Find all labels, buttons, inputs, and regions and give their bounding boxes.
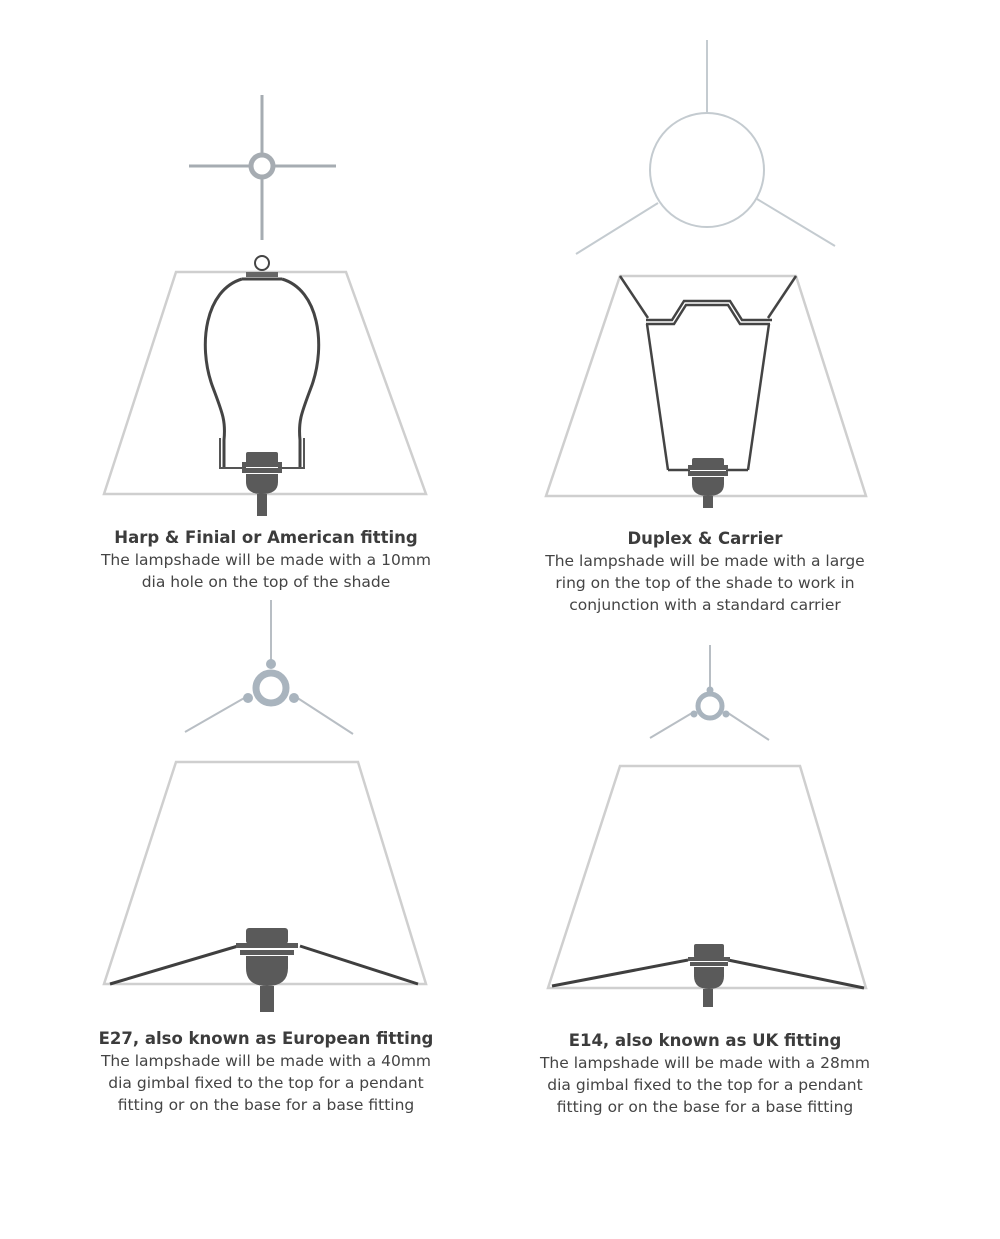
fitting-description-line: dia gimbal fixed to the top for a pendant: [108, 1074, 424, 1092]
e14-diagram: [548, 645, 866, 1007]
finial-knob: [255, 256, 269, 270]
caption-duplex-carrier: [505, 528, 905, 616]
bulb-holder: [236, 928, 298, 1012]
fitting-description-line: The lampshade will be made with a 40mm: [100, 1052, 432, 1070]
fitting-description-line: The lampshade will be made with a 10mm: [100, 551, 432, 569]
fitting-title: Duplex & Carrier: [627, 529, 783, 548]
caption-e27: [66, 1028, 466, 1116]
fitting-description-line: conjunction with a standard carrier: [569, 596, 841, 614]
duplex-carrier-diagram: [546, 40, 866, 508]
bulb-holder: [242, 452, 282, 516]
bulb-holder: [688, 458, 728, 508]
carrier-frame: [620, 276, 796, 470]
caption-e14: [505, 1030, 905, 1118]
fitting-description-line: dia gimbal fixed to the top for a pendant: [547, 1076, 863, 1094]
fitting-description-line: ring on the top of the shade to work in: [555, 574, 855, 592]
bulb-holder: [688, 944, 730, 1007]
duplex-ring: [576, 40, 835, 254]
fitting-description-line: dia hole on the top of the shade: [141, 573, 391, 591]
caption-harp-finial: [66, 527, 466, 593]
fitting-title: Harp & Finial or American fitting: [114, 528, 418, 547]
harp-finial-diagram: [104, 95, 426, 516]
fitting-description-line: The lampshade will be made with a large: [545, 552, 865, 570]
e27-diagram: [104, 600, 426, 1012]
fitting-description-line: The lampshade will be made with a 28mm: [539, 1054, 871, 1072]
fitting-title: E14, also known as UK fitting: [568, 1031, 842, 1050]
fitting-title: E27, also known as European fitting: [98, 1029, 434, 1048]
fitting-description-line: fitting or on the base for a base fitting: [117, 1096, 415, 1114]
e27-gimbal: [185, 600, 353, 734]
fitting-description-line: fitting or on the base for a base fitting: [556, 1098, 854, 1116]
finial-cross-ring: [189, 95, 336, 240]
harp-frame: [205, 279, 318, 468]
e14-gimbal: [650, 645, 769, 740]
